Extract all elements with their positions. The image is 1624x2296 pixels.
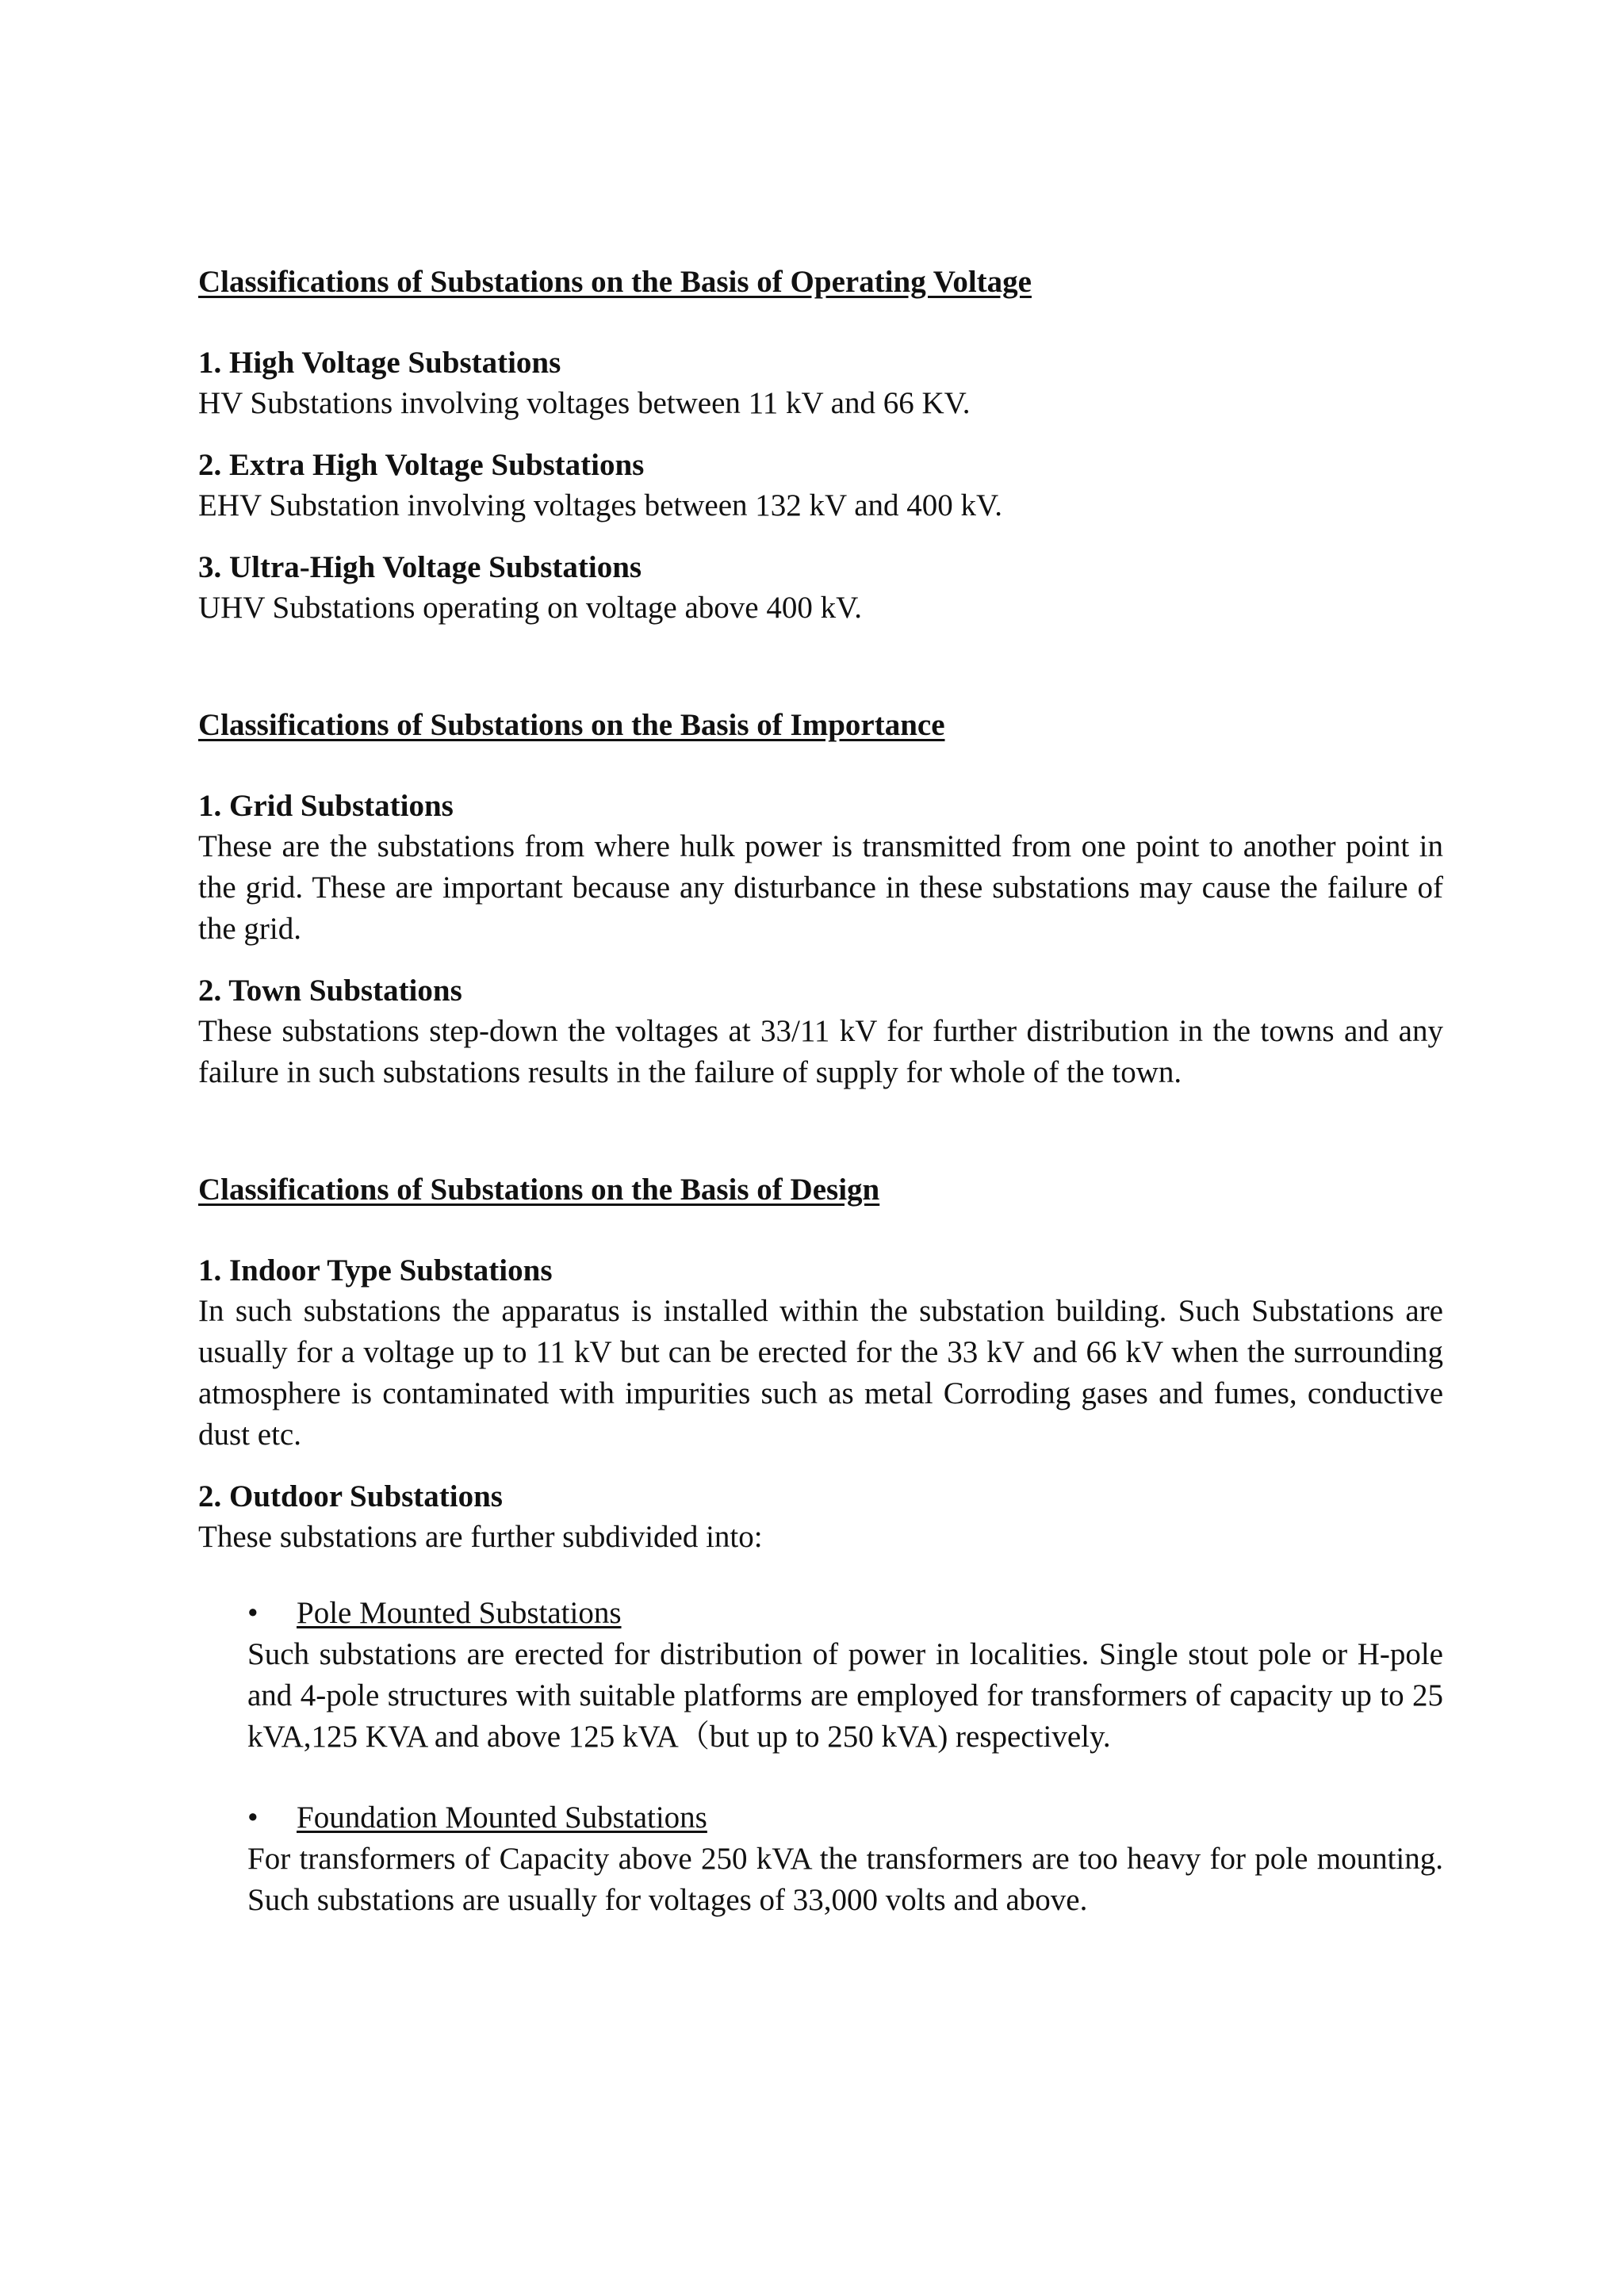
item-title: 1. High Voltage Substations (198, 346, 561, 380)
item-text: These substations are further subdivided into: (198, 1520, 763, 1554)
item-title: 1. Indoor Type Substations (198, 1253, 553, 1288)
list-item (198, 547, 1443, 629)
item-title: 1. Grid Substations (198, 789, 454, 823)
item-title: 2. Town Substations (198, 974, 462, 1008)
section-heading: Classifications of Substations on the Basis of Operating Voltage (198, 265, 1032, 299)
bullet-line (247, 1593, 1443, 1634)
section-heading: Classifications of Substations on the Basis of Design (198, 1173, 880, 1207)
list-item (198, 1250, 1443, 1456)
list-item (198, 970, 1443, 1093)
section-heading: Classifications of Substations on the Basis of Importance (198, 708, 945, 742)
bullet-line (247, 1797, 1443, 1839)
bullet-label: Foundation Mounted Substations (297, 1800, 707, 1835)
item-text: These are the substations from where hulk power is transmitted from one point to another point in the grid. These are important because any disturbance in these substations may cause the failure of the grid. (198, 829, 1443, 946)
bullet-item-foundation-mounted (247, 1797, 1443, 1921)
bullet-icon: • (247, 1596, 259, 1630)
document-page (198, 262, 1443, 1997)
item-text: HV Substations involving voltages between 11 kV and 66 KV. (198, 386, 971, 420)
section-importance (198, 705, 1443, 1093)
bullet-item-pole-mounted (247, 1593, 1443, 1758)
item-text: UHV Substations operating on voltage above 400 kV. (198, 591, 862, 625)
list-item (198, 445, 1443, 526)
section-design (198, 1169, 1443, 1921)
bullet-icon: • (247, 1800, 259, 1835)
section-operating-voltage (198, 262, 1443, 629)
list-item (198, 342, 1443, 424)
bullet-text: Such substations are erected for distribution of power in localities. Single stout pole or H-pole and 4-pole structures with suitable platforms are employed for transformers of capacity up to 25 kVA,125 KVA and above 125 kVA（but up to 250 kVA) respectively. (247, 1637, 1443, 1754)
item-text: These substations step-down the voltages at 33/11 kV for further distribution in the towns and any failure in such substations results in the failure of supply for whole of the town. (198, 1014, 1443, 1089)
bullet-label: Pole Mounted Substations (297, 1596, 622, 1630)
item-title: 2. Outdoor Substations (198, 1479, 503, 1513)
item-title: 2. Extra High Voltage Substations (198, 448, 645, 482)
item-text: EHV Substation involving voltages between 132 kV and 400 kV. (198, 488, 1002, 522)
list-item (198, 786, 1443, 950)
item-title: 3. Ultra-High Voltage Substations (198, 550, 642, 584)
list-item (198, 1476, 1443, 1558)
item-text: In such substations the apparatus is installed within the substation building. Such Substations are usually for a voltage up to 11 kV but can be erected for the 33 kV and 66 kV when the surrounding atmosphere is contaminated with impurities such as metal Corroding gases and fumes, conductive dust etc. (198, 1294, 1443, 1452)
bullet-text: For transformers of Capacity above 250 kVA the transformers are too heavy for pole mounting. Such substations are usually for voltages of 33,000 volts and above. (247, 1842, 1443, 1917)
